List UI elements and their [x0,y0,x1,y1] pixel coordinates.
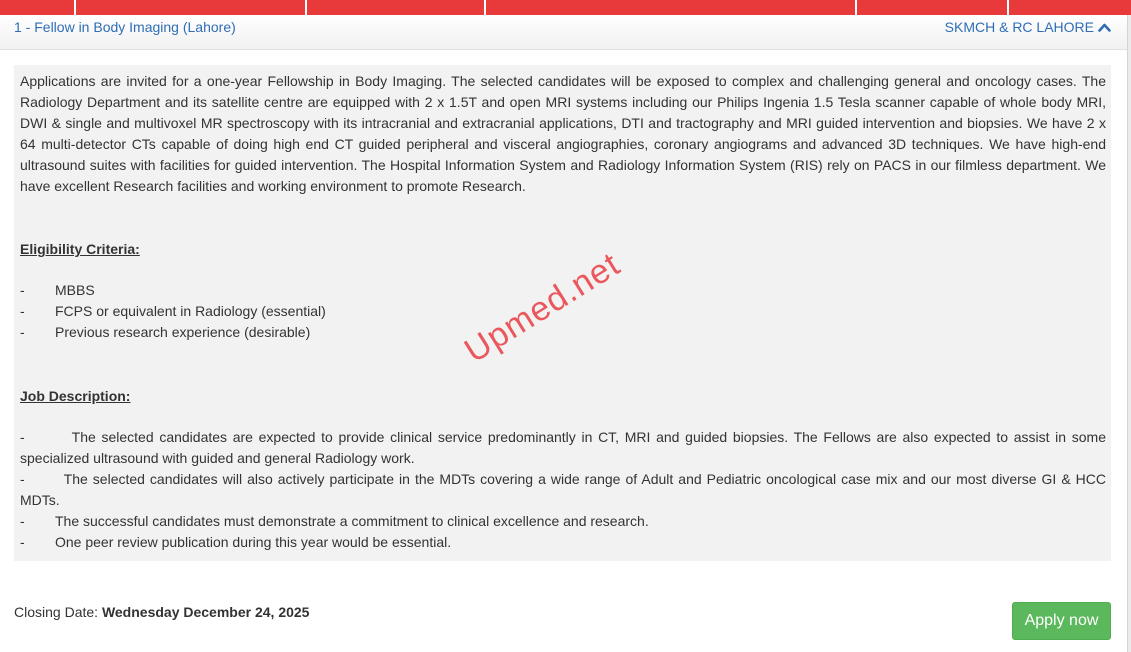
job-description-heading: Job Description: [20,388,131,404]
tab-segment[interactable] [486,0,855,15]
intro-paragraph: Applications are invited for a one-year Fellowship in Body Imaging. The selected candidates will be exposed to complex and challenging general and oncology cases. The Radiology Department and its satellite centre are equipped with 2 x 1.5T and open MRI systems including our Philips Ingenia 1.5 Tesla scanner capable of whole body MRI, DWI & single and multivoxel MR spectroscopy with its intracranial and extracranial applications, DTI and tractography and MRI guided intervention and biopsies. We have 2 x 64 multi-detector CTs capable of doing high end CT guided peripheral and visceral angiographies, coronary angiograms and advanced 3D techniques. We have high-end ultrasound suites with facilities for guided intervention. The Hospital Information System and Radiology Information System (RIS) rely on PACS in our filmless department. We have excellent Research facilities and working environment to promote Research. [20,73,1106,194]
bullet-dash: - [20,534,25,550]
hospital-label: SKMCH & RC LAHORE [944,19,1094,35]
apply-now-button[interactable]: Apply now [1012,602,1111,640]
job-item: The selected candidates are expected to provide clinical service predominantly in CT, MRI and guided biopsies. The Fellows are also expected to assist in some specialized ultrasound with guided and general Radiology work. [20,429,1106,466]
hospital-name[interactable] [945,19,1111,35]
bullet-dash: - [20,303,25,319]
closing-date-value: Wednesday December 24, 2025 [101,604,310,620]
bullet-dash: - [20,324,25,340]
bullet-dash: - [20,282,25,298]
scrollbar[interactable] [1127,15,1131,652]
list-item [20,469,1106,511]
eligibility-item: FCPS or equivalent in Radiology (essential) [55,303,326,319]
tab-segment[interactable] [1009,0,1131,15]
eligibility-item: MBBS [55,282,95,298]
list-item [20,427,1106,469]
job-accordion-header[interactable] [0,15,1127,50]
list-item [20,511,1106,532]
job-item: The successful candidates must demonstrate a commitment to clinical excellence and research. [55,513,649,529]
list-item [20,322,1106,343]
job-title[interactable]: 1 - Fellow in Body Imaging (Lahore) [14,19,236,35]
eligibility-item: Previous research experience (desirable) [55,324,311,340]
list-item [20,532,1106,553]
closing-date-label: Closing Date: [14,604,99,620]
eligibility-heading: Eligibility Criteria: [20,241,140,257]
tab-segment[interactable] [857,0,1007,15]
bullet-dash: - [20,513,25,529]
chevron-up-icon[interactable] [1098,22,1111,32]
bullet-dash: - [20,429,25,445]
tab-segment[interactable] [307,0,484,15]
job-item: The selected candidates will also actively participate in the MDTs covering a wide range of Adult and Pediatric oncological case mix and our most diverse GI & HCC MDTs. [20,471,1106,508]
job-item: One peer review publication during this year would be essential. [55,534,452,550]
bullet-dash: - [20,471,25,487]
closing-date [14,604,309,620]
tab-segment[interactable] [76,0,305,15]
tab-segment[interactable] [0,0,74,15]
top-tab-bar [0,0,1131,15]
watermark: Upmed.net [458,245,627,371]
